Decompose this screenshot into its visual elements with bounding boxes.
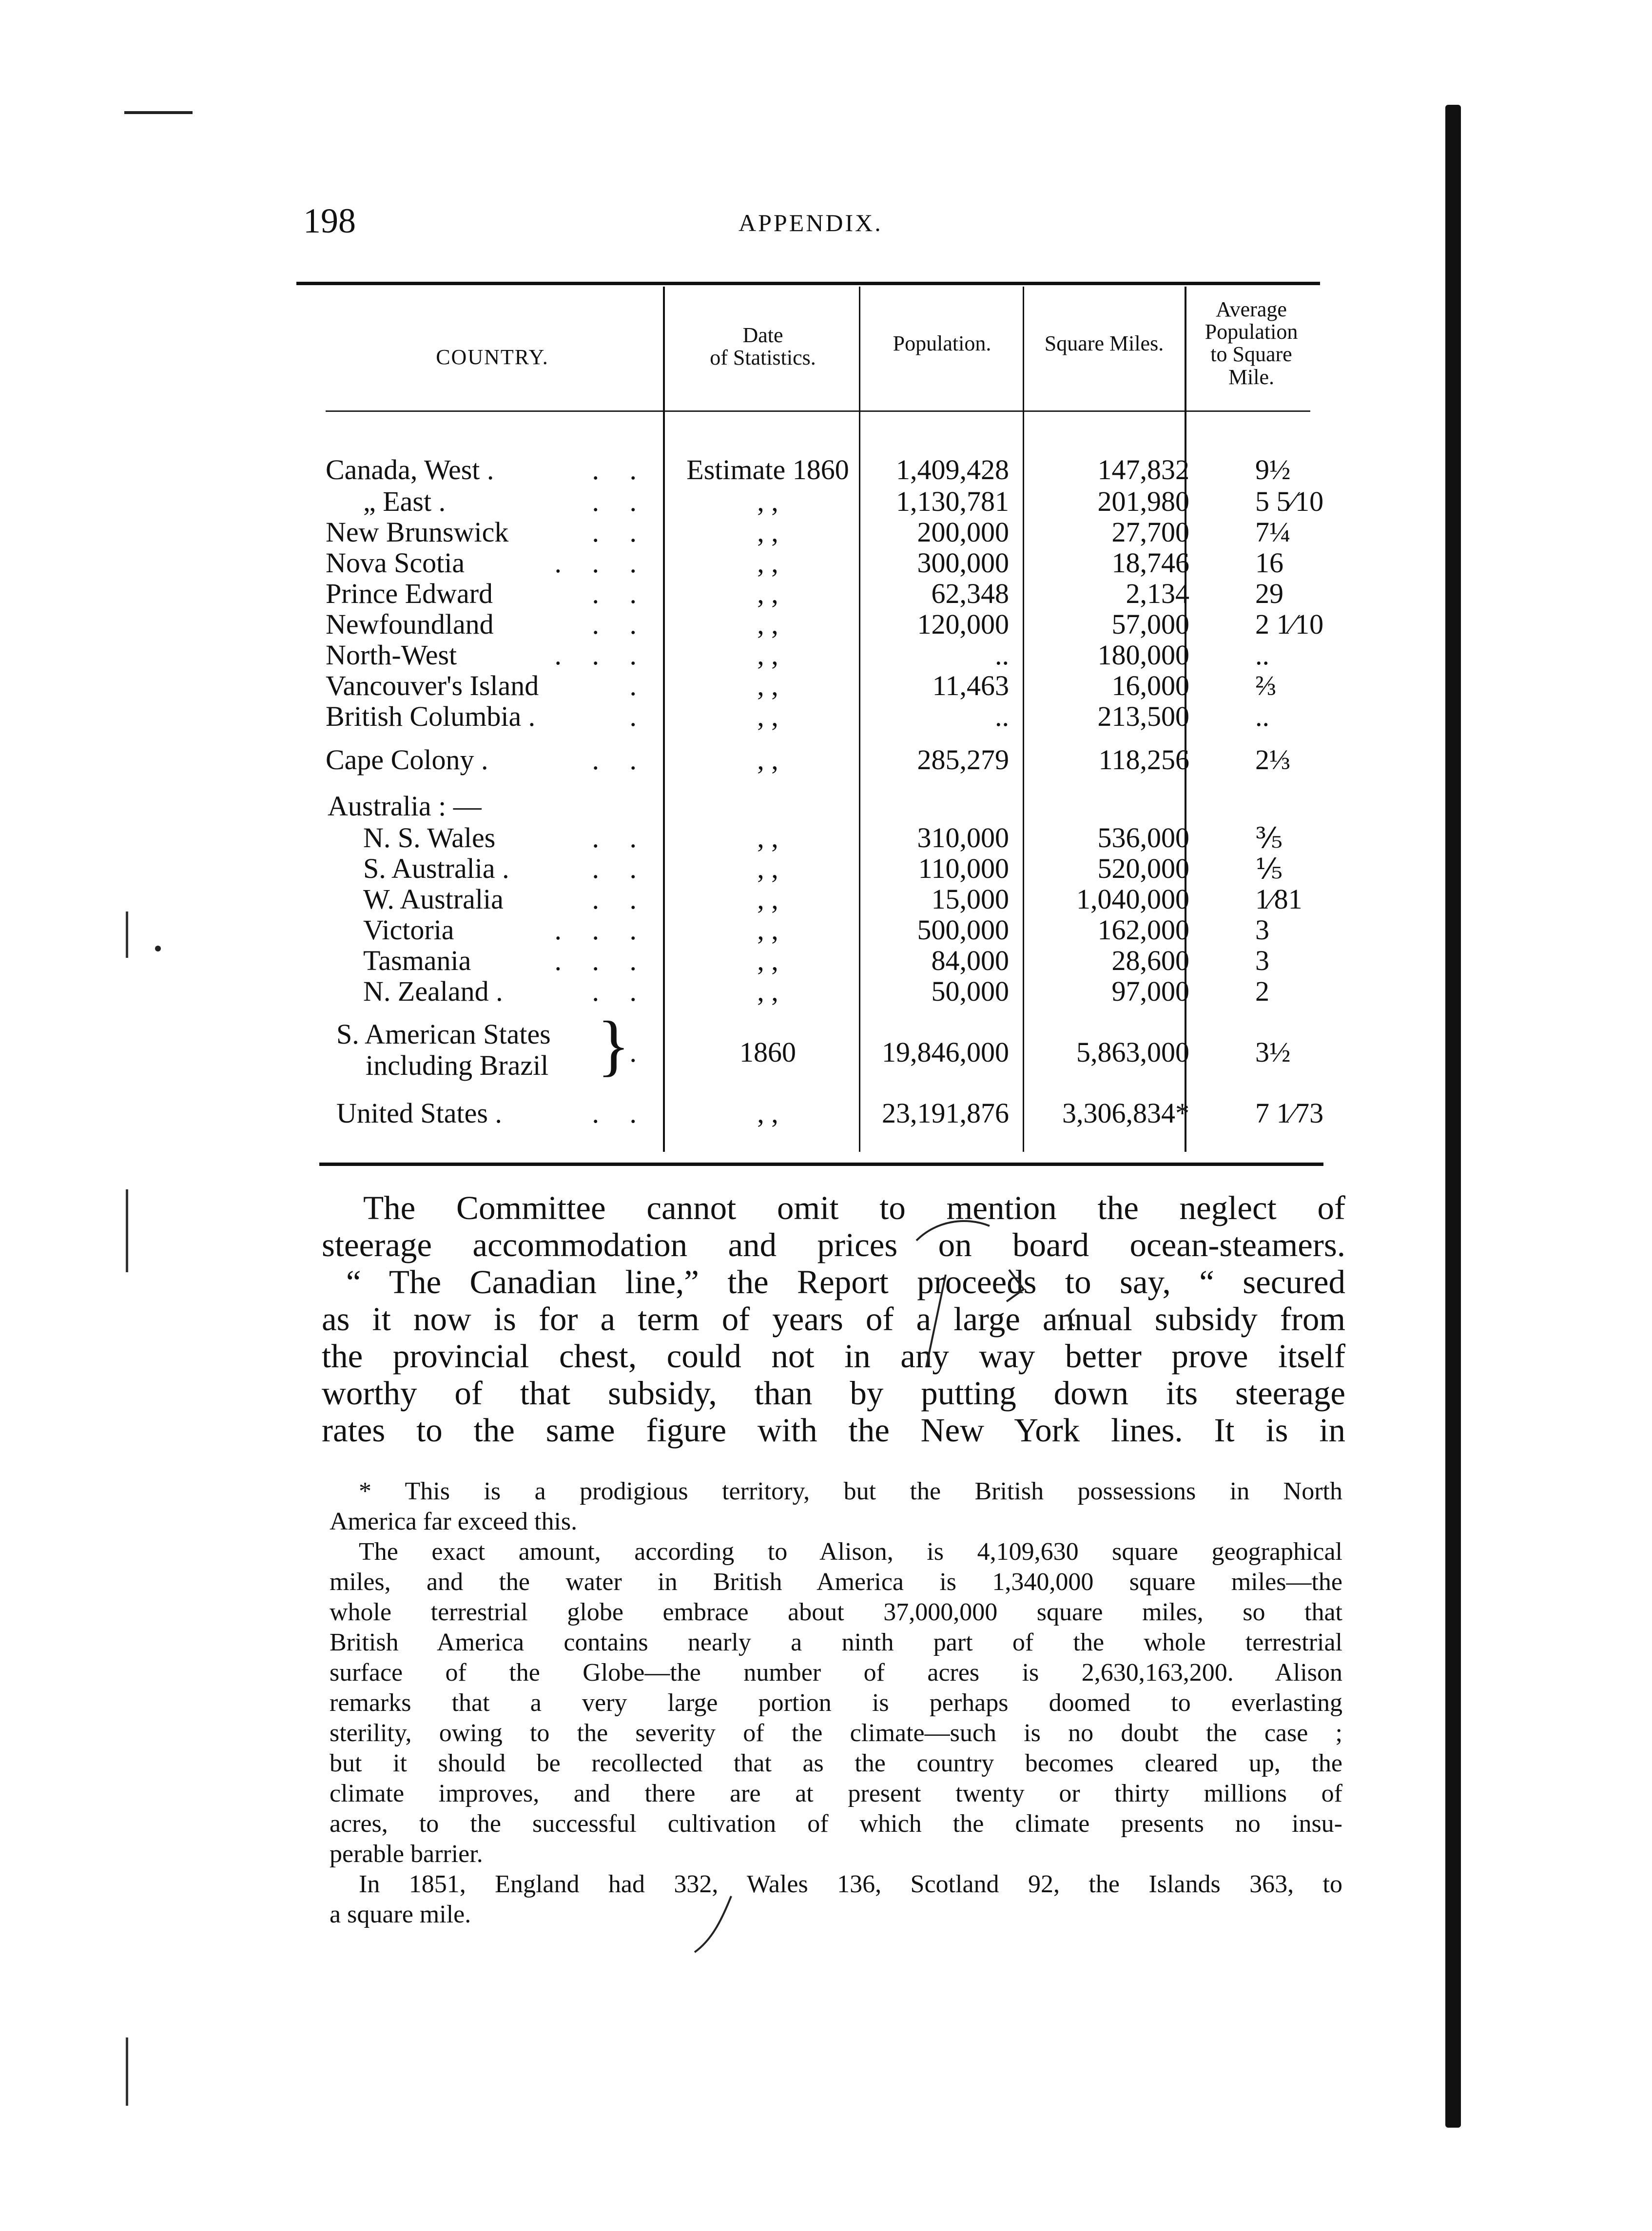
cell-population: 11,463 [932,670,1009,701]
cell-population: 15,000 [931,883,1009,915]
group-label-australia: Australia : — [328,790,482,822]
cell-country: Tasmania [363,945,471,976]
running-head: APPENDIX. [739,209,883,236]
header-average-line: Average [1216,297,1287,321]
cell-date: , , [757,975,778,1007]
cell-date: , , [757,1097,778,1129]
footnote-line: remarks that a very large portion is perhaps doomed to everlasting [330,1689,1342,1717]
cell-square-miles: 57,000 [1111,608,1189,640]
cell-dots: . . [592,744,648,776]
pencil-annotation [907,1216,1121,1377]
table-top-rule [296,282,1320,285]
header-average-line: Population [1205,320,1298,344]
cell-dots: . . [592,454,648,485]
footnote-line: America far exceed this. [330,1508,578,1535]
cell-dots: . . [592,975,648,1007]
body-line: worthy of that subsidy, than by putting down its steerage [322,1375,1345,1412]
header-date-line: Date [742,323,783,347]
cell-average: 3½ [1255,1036,1291,1068]
cell-square-miles: 118,256 [1098,744,1189,776]
cell-country: S. Australia . [363,853,509,884]
cell-country: Cape Colony . [326,744,488,776]
footnote-line: acres, to the successful cultivation of which the climate presents no insu- [330,1810,1342,1838]
footnote-line: * This is a prodigious territory, but the British possessions in North [359,1477,1342,1505]
cell-dots: . . . [554,914,648,946]
table-row [0,577,1652,611]
cell-population: .. [995,700,1009,732]
cell-square-miles: 18,746 [1111,547,1189,579]
cell-dots: . [629,670,648,701]
cell-country: New Brunswick [326,516,509,548]
table-row [0,944,1652,978]
cell-country: „ East . [363,485,446,517]
footnote-line: but it should be recollected that as the country becomes cleared up, the [330,1749,1342,1777]
cell-country: Canada, West . [326,454,494,485]
cell-square-miles: 147,832 [1097,454,1189,485]
table-row [0,700,1652,734]
cell-square-miles: 213,500 [1097,700,1189,732]
cell-population: 62,348 [931,578,1009,609]
cell-dots: . . [592,822,648,854]
cell-date: , , [757,914,778,946]
cell-average: ⅗ [1255,822,1283,854]
table-row [0,485,1652,519]
table-header-rule [326,410,1310,412]
body-line: “ The Canadian line,” the Report proceeds to say, “ secured [346,1263,1345,1300]
cell-average: 2⅓ [1255,744,1291,776]
table-row [0,883,1652,917]
table-row [0,1036,1652,1070]
body-line: as it now is for a term of years of a large annual subsidy from [322,1300,1345,1338]
cell-average: 7¼ [1255,516,1291,548]
cell-dots: . . . [554,547,648,579]
brace-glyph: } [597,1008,630,1083]
cell-population: 300,000 [917,547,1009,579]
cell-population: 285,279 [917,744,1009,776]
cell-average: 9½ [1255,454,1291,485]
cell-average: 29 [1255,578,1283,609]
table-row [0,516,1652,550]
cell-country: Prince Edward [326,578,493,609]
cell-country: Victoria [363,914,454,946]
cell-square-miles: 520,000 [1097,853,1189,884]
cell-population: 50,000 [931,975,1009,1007]
cell-square-miles: 180,000 [1097,639,1189,671]
footnote-line: a square mile. [330,1901,471,1928]
cell-country: North-West [326,639,457,671]
cell-dots: . . [592,853,648,884]
scan-mark [126,1189,128,1272]
header-square-miles: Square Miles. [1044,331,1164,355]
cell-date: , , [757,700,778,732]
cell-square-miles: 5,863,000 [1076,1036,1189,1068]
footnote-line: The exact amount, according to Alison, is 4,109,630 square geographical [359,1538,1342,1566]
table-row [0,453,1652,487]
cell-square-miles: 1,040,000 [1076,883,1189,915]
header-population: Population. [893,331,991,355]
header-average [1186,298,1317,388]
cell-square-miles: 162,000 [1097,914,1189,946]
cell-date: , , [757,822,778,854]
cell-population: 310,000 [917,822,1009,854]
cell-population: 84,000 [931,945,1009,976]
cell-date: , , [757,744,778,776]
cell-country: W. Australia [363,883,504,915]
cell-date: , , [757,608,778,640]
cell-population: 1,130,781 [896,485,1009,517]
cell-dots: . . . [554,639,648,671]
table-row [0,1097,1652,1131]
cell-square-miles: 2,134 [1126,578,1189,609]
cell-square-miles: 28,600 [1111,945,1189,976]
cell-date: , , [757,883,778,915]
cell-date: , , [757,853,778,884]
cell-average: 2 [1255,975,1269,1007]
table-row [0,913,1652,948]
cell-date: Estimate 1860 [686,454,849,485]
cell-dots: . [629,1036,648,1068]
cell-population: .. [995,639,1009,671]
cell-average: .. [1255,700,1269,732]
footnote-line: climate improves, and there are at present twenty or thirty millions of [330,1780,1342,1807]
cell-dots: . [629,700,648,732]
cell-date: 1860 [739,1036,796,1068]
footnote-block [330,1477,1342,1930]
footnote-line: In 1851, England had 332, Wales 136, Scotland 92, the Islands 363, to [359,1870,1342,1898]
header-average-line: to Square [1210,342,1292,367]
cell-average: 5 5⁄10 [1255,485,1324,517]
cell-date: , , [757,945,778,976]
cell-dots: . . [592,608,648,640]
cell-population: 120,000 [917,608,1009,640]
cell-population: 1,409,428 [896,454,1009,485]
cell-country: N. S. Wales [363,822,496,854]
cell-date: , , [757,670,778,701]
cell-dots: . . [592,883,648,915]
header-date-line: of Statistics. [710,346,816,370]
body-line: steerage accommodation and prices on board ocean-steamers. [322,1226,1345,1263]
body-line: the provincial chest, could not in any way better prove itself [322,1338,1345,1375]
cell-dots: . . . [554,945,648,976]
cell-square-miles: 97,000 [1111,975,1189,1007]
table-row [0,821,1652,855]
cell-country: British Columbia . [326,700,536,732]
cell-average: ⅕ [1255,853,1283,885]
cell-population: 200,000 [917,516,1009,548]
cell-square-miles: 536,000 [1097,822,1189,854]
cell-country-line: including Brazil [366,1049,549,1081]
cell-square-miles: 27,700 [1111,516,1189,548]
cell-country: United States . [336,1097,502,1129]
footnote-line: whole terrestrial globe embrace about 37,000,000 square miles, so that [330,1598,1342,1626]
cell-average: 3 [1255,945,1269,976]
cell-average: 7 1⁄73 [1255,1097,1324,1129]
table-row [0,608,1652,642]
cell-date: , , [757,547,778,579]
cell-date: , , [757,516,778,548]
header-country: COUNTRY. [436,345,549,369]
cell-square-miles: 16,000 [1111,670,1189,701]
cell-dots: . . [592,485,648,517]
cell-country: Nova Scotia [326,547,465,579]
table-row [0,852,1652,886]
cell-date: , , [757,639,778,671]
table-row [0,743,1652,777]
footnote-line: sterility, owing to the severity of the climate—such is no doubt the case ; [330,1719,1342,1747]
footnote-line: British America contains nearly a ninth part of the whole terrestrial [330,1629,1342,1656]
cell-date: , , [757,578,778,609]
table-row [0,639,1652,673]
body-paragraph [322,1189,1345,1449]
cell-average: .. [1255,639,1269,671]
table-row [0,975,1652,1009]
cell-country: N. Zealand . [363,975,503,1007]
cell-date: , , [757,485,778,517]
table-row [0,546,1652,581]
cell-country: Newfoundland [326,608,494,640]
body-line: The Committee cannot omit to mention the neglect of [363,1189,1345,1226]
cell-country-line: S. American States [336,1018,551,1050]
table-row [0,669,1652,703]
cell-dots: . . [592,1097,648,1129]
cell-square-miles: 201,980 [1097,485,1189,517]
cell-population: 110,000 [918,853,1009,884]
page-number: 198 [303,201,356,240]
scan-mark [126,2037,128,2106]
body-line: rates to the same figure with the New York lines. It is in [322,1412,1345,1449]
cell-average: ⅔ [1255,670,1277,701]
cell-square-miles: 3,306,834* [1062,1097,1189,1129]
footnote-line: miles, and the water in British America is 1,340,000 square miles—the [330,1568,1342,1596]
cell-average: 3 [1255,914,1269,946]
header-date [673,324,853,369]
cell-dots: . . [592,516,648,548]
header-average-line: Mile. [1228,365,1275,389]
cell-country: Vancouver's Island [326,670,539,701]
cell-population: 19,846,000 [882,1036,1009,1068]
footnote-line: perable barrier. [330,1840,483,1868]
cell-population: 500,000 [917,914,1009,946]
table-bottom-rule [319,1163,1323,1166]
cell-population: 23,191,876 [882,1097,1009,1129]
cell-average: 16 [1255,547,1283,579]
scan-mark [124,111,193,114]
cell-dots: . . [592,578,648,609]
footnote-line: surface of the Globe—the number of acres is 2,630,163,200. Alison [330,1659,1342,1687]
cell-average: 1⁄81 [1255,883,1302,915]
cell-average: 2 1⁄10 [1255,608,1324,640]
